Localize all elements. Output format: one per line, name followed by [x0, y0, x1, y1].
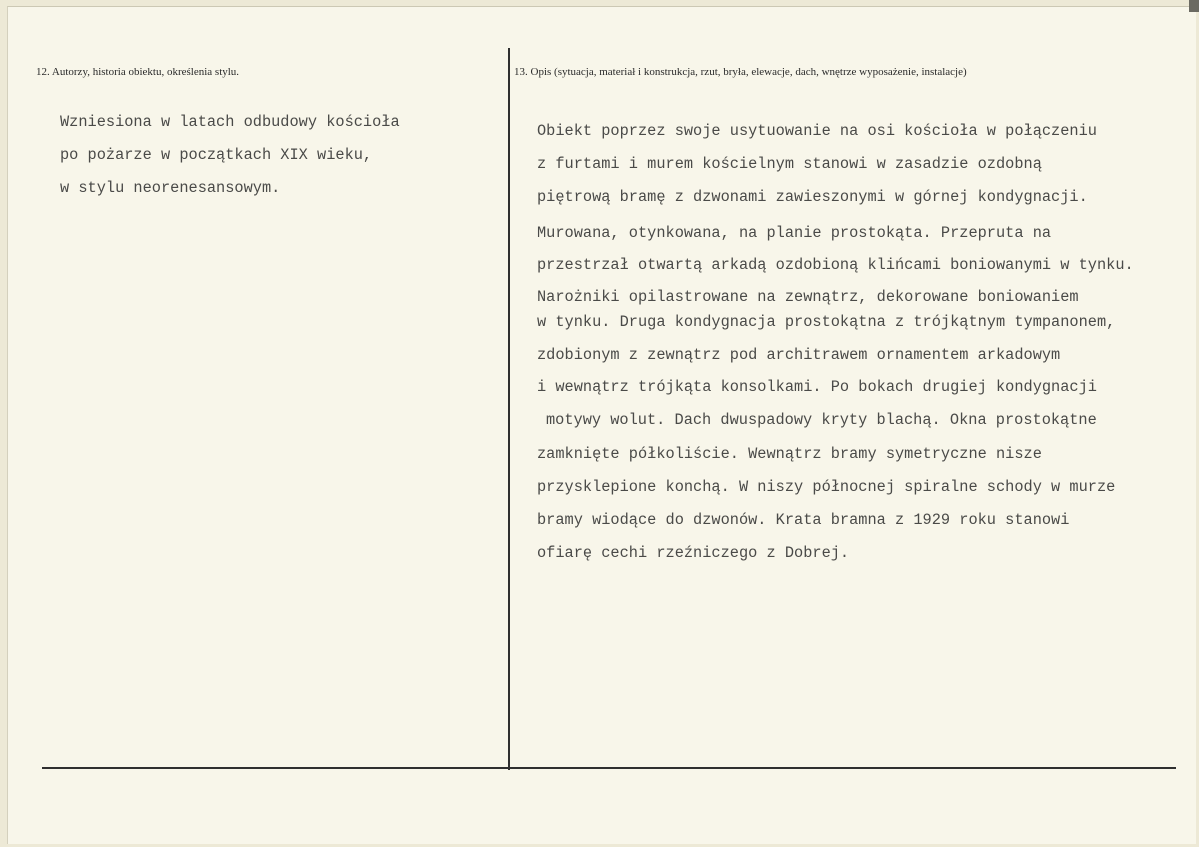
- section-12-label: 12. Autorzy, historia obiektu, określenia stylu.: [36, 66, 240, 78]
- right-text-line: Murowana, otynkowana, na planie prostokąta. Przepruta na: [537, 224, 1052, 242]
- left-text-line: w stylu neorenesansowym.: [60, 179, 281, 197]
- left-text-line: Wzniesiona w latach odbudowy kościoła: [60, 113, 400, 131]
- right-text-line: w tynku. Druga kondygnacja prostokątna z trójkątnym tympanonem,: [537, 313, 1116, 331]
- right-text-line: piętrową bramę z dzwonami zawieszonymi w górnej kondygnacji.: [537, 188, 1088, 206]
- left-text-line: po pożarze w początkach XIX wieku,: [60, 146, 373, 164]
- right-text-line: bramy wiodące do dzwonów. Krata bramna z 1929 roku stanowi: [537, 511, 1070, 529]
- right-text-line: zdobionym z zewnątrz pod architrawem ornamentem arkadowym: [537, 346, 1061, 364]
- column-divider: [508, 48, 510, 770]
- right-text-line: z furtami i murem kościelnym stanowi w zasadzie ozdobną: [537, 155, 1042, 173]
- right-text-line: przestrzał otwartą arkadą ozdobioną klińcami boniowanymi w tynku.: [537, 256, 1134, 274]
- section-13-label: 13. Opis (sytuacja, materiał i konstrukcja, rzut, bryła, elewacje, dach, wnętrze wyposażenie, instalacje): [514, 66, 967, 78]
- right-text-line: zamknięte półkoliście. Wewnątrz bramy symetryczne nisze: [537, 445, 1042, 463]
- right-text-line: przysklepione konchą. W niszy północnej spiralne schody w murze: [537, 478, 1116, 496]
- right-text-line: i wewnątrz trójkąta konsolkami. Po bokach drugiej kondygnacji: [537, 378, 1097, 396]
- bottom-rule: [42, 767, 1176, 769]
- right-text-line: motywy wolut. Dach dwuspadowy kryty blachą. Okna prostokątne: [546, 411, 1097, 429]
- right-text-line: Obiekt poprzez swoje usytuowanie na osi kościoła w połączeniu: [537, 122, 1097, 140]
- corner-mark: [1189, 0, 1199, 12]
- right-text-line: ofiarę cechi rzeźniczego z Dobrej.: [537, 544, 850, 562]
- right-text-line: Narożniki opilastrowane na zewnątrz, dekorowane boniowaniem: [537, 288, 1079, 306]
